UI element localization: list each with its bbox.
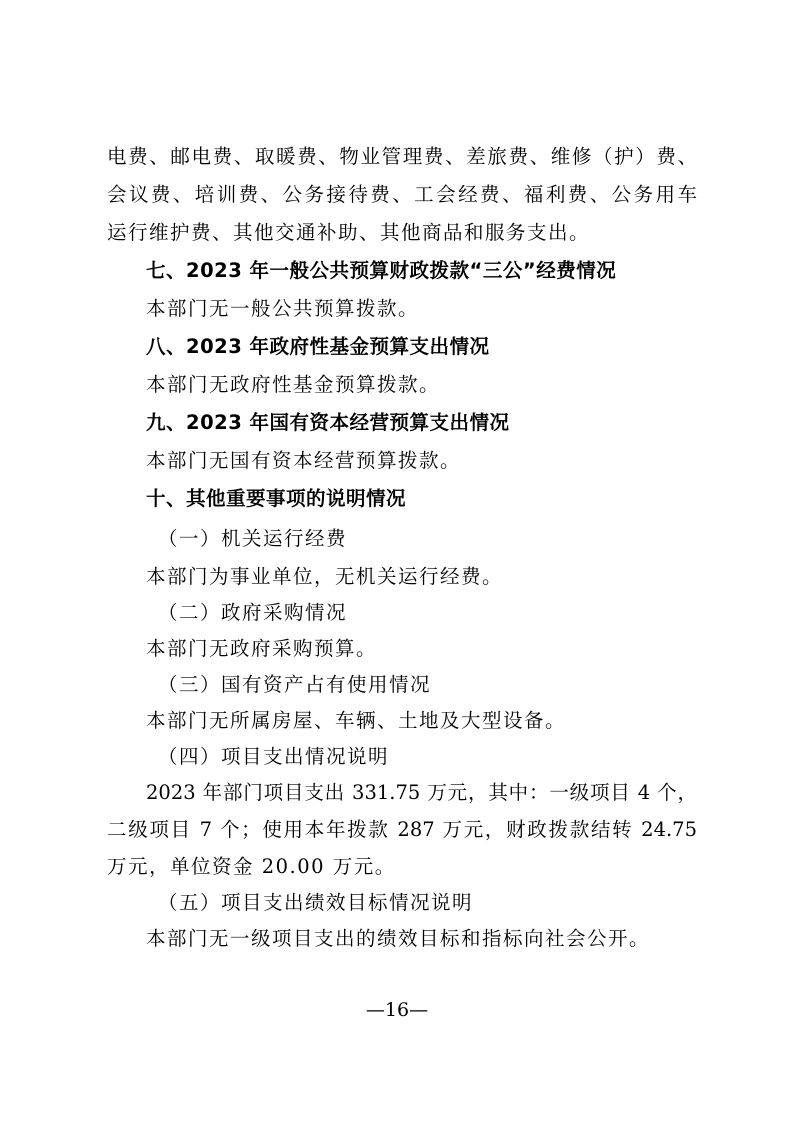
paragraph-line: 会议费、培训费、公务接待费、工会经费、福利费、公务用车 — [107, 183, 697, 206]
subsection-text-1: 本部门为事业单位，无机关运行经费。 — [146, 565, 504, 588]
subsection-heading-1: （一）机关运行经费 — [158, 527, 348, 550]
subsection-heading-2: （二）政府采购情况 — [158, 601, 348, 624]
subsection-text-4-line: 二级项目 7 个；使用本年拨款 287 万元，财政拨款结转 24.75 — [107, 818, 697, 841]
subsection-text-5: 本部门无一级项目支出的绩效目标和指标向社会公开。 — [146, 927, 651, 950]
subsection-heading-4: （四）项目支出情况说明 — [158, 745, 390, 768]
paragraph-line: 电费、邮电费、取暖费、物业管理费、差旅费、维修（护）费、 — [107, 145, 697, 168]
section-text-9: 本部门无国有资本经营预算拨款。 — [146, 449, 462, 472]
section-heading-10: 十、其他重要事项的说明情况 — [146, 487, 407, 510]
section-text-8: 本部门无政府性基金预算拨款。 — [146, 373, 441, 396]
subsection-text-4-line: 2023 年部门项目支出 331.75 万元，其中：一级项目 4 个， — [146, 781, 697, 804]
subsection-text-3: 本部门无所属房屋、车辆、土地及大型设备。 — [146, 709, 567, 732]
section-heading-9: 九、2023 年国有资本经营预算支出情况 — [146, 411, 510, 434]
page-number: —16— — [365, 999, 429, 1021]
section-heading-7: 七、2023 年一般公共预算财政拨款“三公”经费情况 — [146, 259, 617, 282]
subsection-text-2: 本部门无政府采购预算。 — [146, 637, 378, 660]
paragraph-line: 运行维护费、其他交通补助、其他商品和服务支出。 — [107, 221, 591, 244]
subsection-text-4-line: 万元，单位资金 20.00 万元。 — [107, 855, 396, 878]
section-heading-8: 八、2023 年政府性基金预算支出情况 — [146, 335, 490, 358]
subsection-heading-3: （三）国有资产占有使用情况 — [158, 673, 432, 696]
subsection-heading-5: （五）项目支出绩效目标情况说明 — [158, 891, 474, 914]
section-text-7: 本部门无一般公共预算拨款。 — [146, 297, 420, 320]
